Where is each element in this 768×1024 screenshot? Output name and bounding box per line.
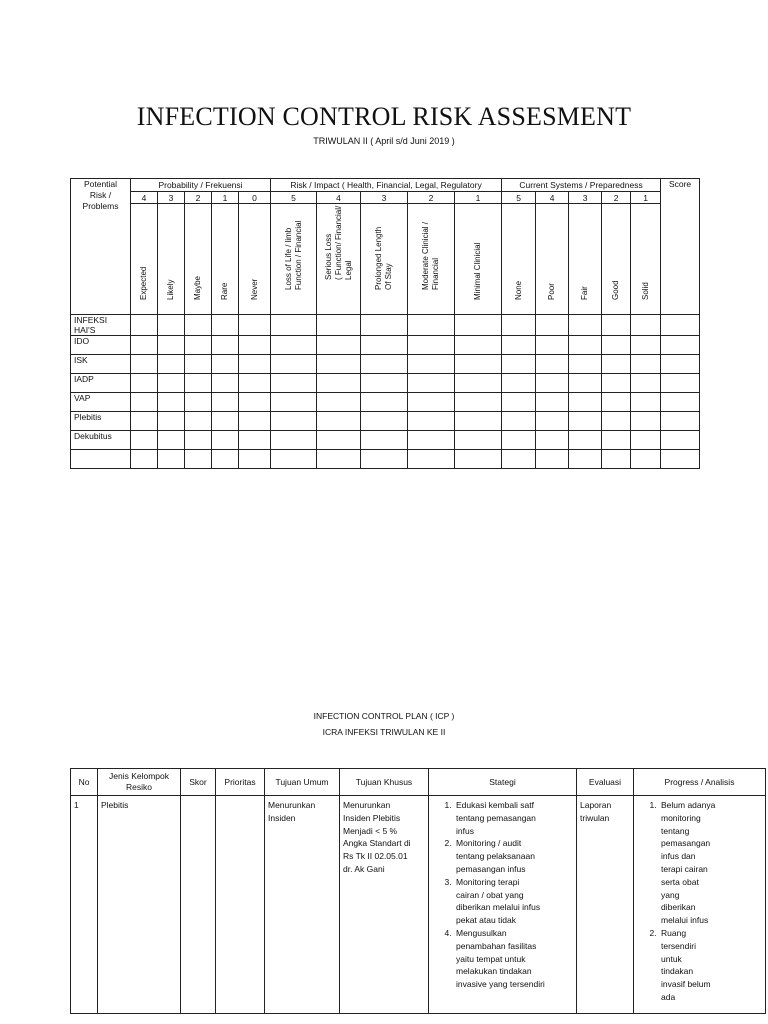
impact-label-cell [317,204,361,315]
systems-label-cell [631,204,661,315]
risk-cell [536,393,569,412]
risk-row [71,450,700,469]
probability-label-cell [131,204,158,315]
risk-cell [158,450,185,469]
row-progress [634,796,766,1014]
risk-cell [361,393,408,412]
risk-cell [502,431,536,450]
risk-cell [602,355,631,374]
risk-cell [131,393,158,412]
risk-cell [661,431,700,450]
risk-cell [631,412,661,431]
risk-cell [661,412,700,431]
probability-score: 1 [212,192,239,204]
page-title: INFECTION CONTROL RISK ASSESMENT [136,102,632,131]
probability-label-cell [212,204,239,315]
risk-row-label: INFEKSI HAI'S [71,315,131,336]
risk-cell [455,450,502,469]
impact-header: Risk / Impact ( Health, Financial, Legal, Regulatory [271,179,502,192]
systems-label-cell [602,204,631,315]
row-no: 1 [71,796,98,1014]
risk-cell [502,450,536,469]
probability-label-cell [239,204,271,315]
impact-score: 3 [361,192,408,204]
risk-cell [631,374,661,393]
risk-cell [536,315,569,336]
risk-cell [239,393,271,412]
risk-cell [602,336,631,355]
risk-row-label: ISK [71,355,131,374]
row-evaluasi: Laporan triwulan [577,796,634,1014]
risk-cell [185,431,212,450]
page-subtitle: TRIWULAN II ( April s/d Juni 2019 ) [313,136,455,146]
impact-score: 1 [455,192,502,204]
risk-cell [317,431,361,450]
risk-cell [239,412,271,431]
risk-cell [239,355,271,374]
strategi-item: 1. Edukasi kembali satf tentang pemasangan infus [454,799,573,837]
risk-cell [271,336,317,355]
header-no: No [71,769,98,796]
row-prioritas [216,796,265,1014]
risk-cell [408,374,455,393]
risk-cell [185,393,212,412]
impact-label-cell [271,204,317,315]
infection-control-plan-table [70,768,766,1014]
risk-cell [602,393,631,412]
risk-cell [661,355,700,374]
risk-cell [502,374,536,393]
probability-label: Never [249,278,259,300]
row-tujuan-umum: Menurunkan Insiden [265,796,340,1014]
risk-cell [569,315,602,336]
risk-cell [661,393,700,412]
risk-cell [602,450,631,469]
risk-row [71,336,700,355]
risk-cell [212,355,239,374]
plan-subtitle: ICRA INFEKSI TRIWULAN KE II [322,727,446,737]
probability-score: 2 [185,192,212,204]
plan-row [71,796,766,1014]
risk-row-label: IDO [71,336,131,355]
probability-header: Probability / Frekuensi [131,179,271,192]
systems-label: Fair [580,286,590,300]
risk-cell [661,450,700,469]
systems-score: 4 [536,192,569,204]
risk-cell [536,355,569,374]
risk-cell [631,336,661,355]
probability-label: Maybe [193,275,202,300]
risk-row-label: VAP [71,393,131,412]
risk-cell [569,412,602,431]
header-prioritas: Prioritas [216,769,265,796]
risk-cell [661,336,700,355]
risk-cell [271,374,317,393]
risk-cell [185,374,212,393]
risk-cell [455,431,502,450]
risk-table-body [71,315,700,469]
risk-cell [631,450,661,469]
impact-label: Prolonged Length Of Stay [374,226,393,290]
risk-cell [631,431,661,450]
risk-cell [569,431,602,450]
header-jenis-kelompok-resiko: Jenis Kelompok Resiko [98,769,181,796]
risk-cell [131,374,158,393]
risk-cell [455,336,502,355]
risk-cell [408,393,455,412]
risk-cell [317,336,361,355]
risk-cell [239,450,271,469]
impact-score: 5 [271,192,317,204]
risk-cell [361,450,408,469]
systems-score: 2 [602,192,631,204]
risk-cell [317,450,361,469]
risk-cell [271,450,317,469]
risk-row-label: Plebitis [71,412,131,431]
risk-cell [317,315,361,336]
risk-cell [661,315,700,336]
risk-cell [212,393,239,412]
probability-score: 3 [158,192,185,204]
risk-cell [408,336,455,355]
risk-cell [455,412,502,431]
risk-cell [239,336,271,355]
strategi-list [432,799,573,991]
risk-row [71,374,700,393]
risk-cell [631,315,661,336]
risk-cell [602,431,631,450]
risk-cell [502,336,536,355]
impact-label: Loss of Life / limb Function / Financial [283,220,303,290]
risk-cell [317,393,361,412]
systems-score: 3 [569,192,602,204]
risk-row [71,412,700,431]
risk-cell [361,315,408,336]
potential-risk-header: Potential Risk / Problems [71,179,131,315]
progress-item: 2. Ruang tersendiri untuk tindakan invasif belum ada [659,927,762,1004]
impact-label-cell [408,204,455,315]
risk-cell [271,431,317,450]
header-skor: Skor [181,769,216,796]
risk-cell [185,450,212,469]
risk-cell [131,450,158,469]
risk-cell [631,355,661,374]
risk-cell [131,355,158,374]
risk-cell [212,374,239,393]
risk-cell [239,315,271,336]
header-progress-analisis: Progress / Analisis [634,769,766,796]
risk-cell [185,355,212,374]
risk-cell [212,315,239,336]
risk-cell [131,412,158,431]
risk-cell [131,336,158,355]
risk-cell [536,374,569,393]
header-strategi: Stategi [429,769,577,796]
row-tujuan-khusus: Menurunkan Insiden Plebitis Menjadi < 5 % Angka Standart di Rs Tk II 02.05.01 dr. Ak Gani [340,796,429,1014]
probability-label: Rare [220,282,229,300]
risk-cell [158,336,185,355]
systems-label: None [513,280,523,300]
risk-cell [502,393,536,412]
systems-label-cell [536,204,569,315]
systems-label: Good [611,280,621,300]
risk-row [71,431,700,450]
systems-label-cell [502,204,536,315]
risk-cell [185,315,212,336]
risk-cell [212,412,239,431]
risk-cell [158,412,185,431]
probability-score: 4 [131,192,158,204]
risk-cell [536,431,569,450]
risk-cell [569,355,602,374]
risk-cell [317,374,361,393]
risk-cell [131,315,158,336]
systems-label: Poor [547,283,557,300]
risk-cell [185,412,212,431]
risk-cell [661,374,700,393]
systems-score: 1 [631,192,661,204]
risk-cell [569,336,602,355]
risk-cell [271,315,317,336]
strategi-item: 4. Mengusulkan penambahan fasilitas yaitu tempat untuk melakukan tindakan invasive yang tersendiri [454,927,573,991]
risk-cell [212,450,239,469]
progress-item: 1. Belum adanya monitoring tentang pemasangan infus dan terapi cairan serta obat yang diberikan melalui infus [659,799,762,927]
risk-cell [455,393,502,412]
impact-score: 2 [408,192,455,204]
risk-row-label: Dekubitus [71,431,131,450]
score-header: Score [661,179,700,315]
risk-cell [408,450,455,469]
probability-label: Expected [139,266,148,300]
risk-cell [158,315,185,336]
impact-label-cell [455,204,502,315]
risk-cell [536,412,569,431]
risk-cell [602,374,631,393]
risk-cell [239,374,271,393]
risk-cell [408,355,455,374]
risk-cell [317,412,361,431]
risk-cell [158,431,185,450]
risk-cell [271,393,317,412]
risk-cell [502,412,536,431]
risk-row [71,315,700,336]
risk-cell [408,315,455,336]
risk-cell [455,374,502,393]
risk-cell [536,450,569,469]
plan-title: INFECTION CONTROL PLAN ( ICP ) [313,711,455,721]
row-jenis: Plebitis [98,796,181,1014]
risk-row-label [71,450,131,469]
risk-cell [408,431,455,450]
probability-label: Likely [166,279,175,300]
risk-cell [536,336,569,355]
strategi-item: 2. Monitoring / audit tentang pelaksanaan pemasangan infus [454,837,573,875]
impact-label: Moderate Clinicial / Financial [421,221,440,290]
risk-cell [455,355,502,374]
risk-row-label: IADP [71,374,131,393]
risk-cell [185,336,212,355]
row-strategi [429,796,577,1014]
systems-label-cell [569,204,602,315]
risk-cell [502,355,536,374]
risk-cell [271,412,317,431]
risk-cell [602,412,631,431]
header-tujuan-khusus: Tujuan Khusus [340,769,429,796]
systems-score: 5 [502,192,536,204]
probability-label-cell [185,204,212,315]
impact-score: 4 [317,192,361,204]
systems-label: Solid [640,282,650,300]
risk-cell [212,431,239,450]
risk-cell [158,374,185,393]
risk-cell [408,412,455,431]
risk-cell [602,315,631,336]
risk-cell [631,393,661,412]
header-evaluasi: Evaluasi [577,769,634,796]
risk-cell [158,355,185,374]
strategi-item: 3. Monitoring terapi cairan / obat yang diberikan melalui infus pekat atau tidak [454,876,573,927]
risk-cell [361,336,408,355]
systems-header: Current Systems / Preparedness [502,179,661,192]
risk-cell [361,412,408,431]
risk-cell [502,315,536,336]
risk-cell [158,393,185,412]
risk-cell [212,336,239,355]
impact-label: Serious Loss ( Function/ Financial/ Legal [323,205,353,280]
risk-cell [569,450,602,469]
risk-row [71,393,700,412]
risk-cell [271,355,317,374]
progress-list [637,799,762,1004]
risk-cell [361,355,408,374]
risk-row [71,355,700,374]
risk-cell [131,431,158,450]
impact-label: Minimal Clinicial [473,242,483,300]
probability-score: 0 [239,192,271,204]
row-skor [181,796,216,1014]
impact-label-cell [361,204,408,315]
risk-cell [569,393,602,412]
header-tujuan-umum: Tujuan Umum [265,769,340,796]
risk-cell [361,374,408,393]
risk-assessment-table [70,178,700,469]
risk-cell [455,315,502,336]
risk-cell [361,431,408,450]
risk-cell [317,355,361,374]
risk-cell [569,374,602,393]
risk-cell [239,431,271,450]
probability-label-cell [158,204,185,315]
